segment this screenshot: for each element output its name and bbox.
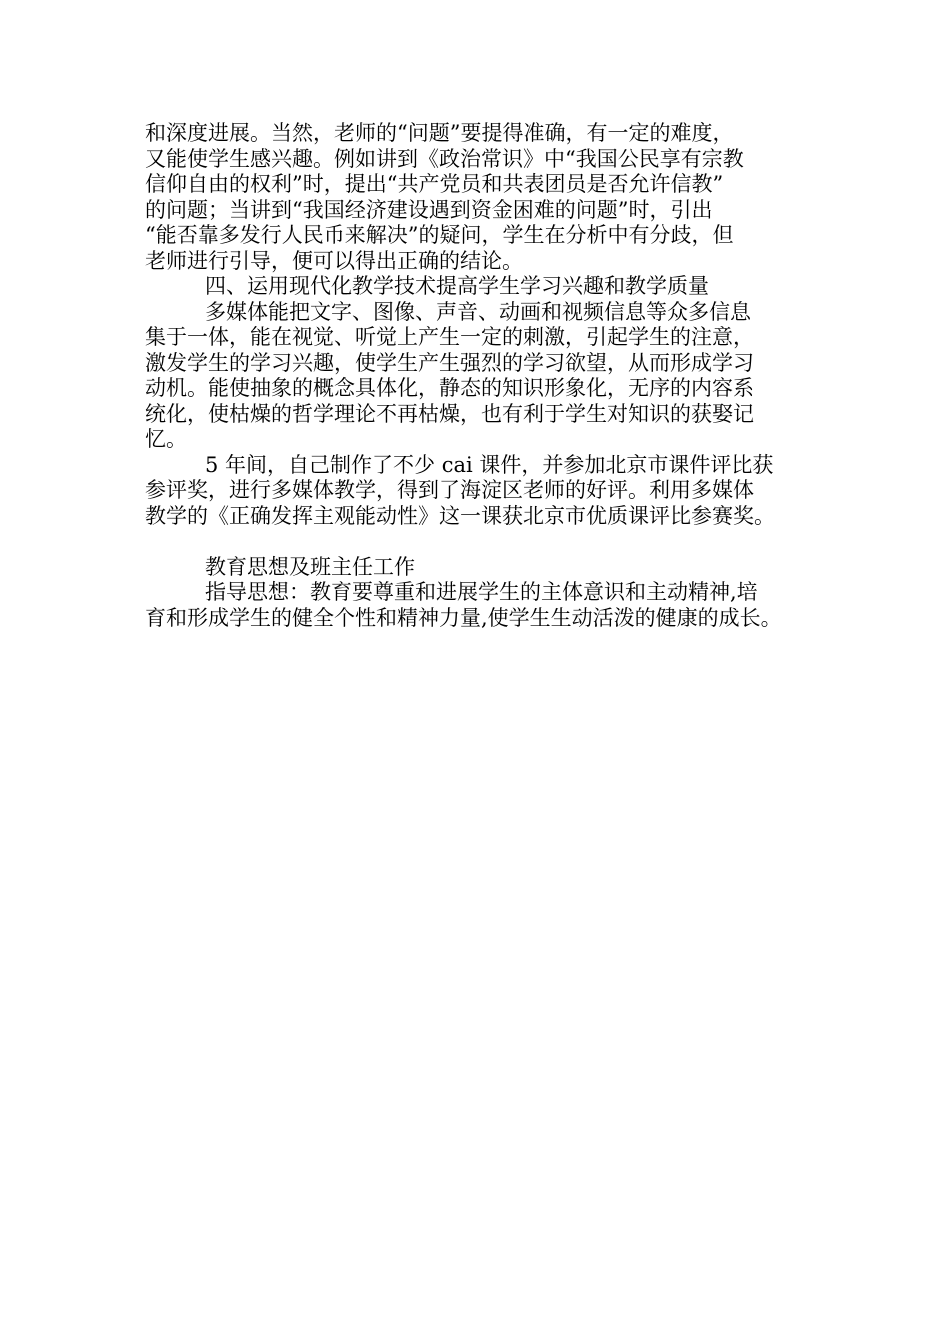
blank-line <box>145 529 825 555</box>
paragraph-line: 和深度进展。当然，老师的“问题”要提得准确，有一定的难度， <box>145 121 734 145</box>
paragraph-line: “能否靠多发行人民币来解决”的疑问，学生在分析中有分歧，但 <box>145 223 734 247</box>
section-heading: 四、运用现代化教学技术提高学生学习兴趣和教学质量 <box>205 274 709 298</box>
paragraph-line: 统化，使枯燥的哲学理论不再枯燥，也有利于学生对知识的获娶记 <box>145 401 754 426</box>
paragraph-line: 激发学生的学习兴趣，使学生产生强烈的学习欲望，从而形成学习 <box>145 350 754 375</box>
section-heading: 教育思想及班主任工作 <box>205 554 415 579</box>
paragraph-line: 动机。能使抽象的概念具体化，静态的知识形象化，无序的内容系 <box>145 376 754 400</box>
document-body <box>145 121 825 631</box>
paragraph-line: 的问题；当讲到“我国经济建设遇到资金困难的问题”时，引出 <box>145 197 713 222</box>
paragraph-line: 育和形成学生的健全个性和精神力量,使学生生动活泼的健康的成长。 <box>145 605 782 630</box>
paragraph-line: 多媒体能把文字、图像、声音、动画和视频信息等众多信息 <box>205 299 751 324</box>
paragraph-line: 集于一体，能在视觉、听觉上产生一定的刺激，引起学生的注意， <box>145 325 754 349</box>
paragraph-line: 指导思想：教育要尊重和进展学生的主体意识和主动精神,培 <box>205 580 758 604</box>
paragraph-line: 5 年间，自己制作了不少 cai 课件，并参加北京市课件评比获 <box>205 452 774 477</box>
paragraph-line: 信仰自由的权利”时，提出“共产党员和共表团员是否允许信教” <box>145 172 724 196</box>
paragraph-line: 老师进行引导，便可以得出正确的结论。 <box>145 248 523 273</box>
paragraph-line: 又能使学生感兴趣。例如讲到《政治常识》中“我国公民享有宗教 <box>145 146 744 171</box>
paragraph-line: 参评奖，进行多媒体教学，得到了海淀区老师的好评。利用多媒体 <box>145 478 754 502</box>
paragraph-line: 教学的《正确发挥主观能动性》这一课获北京市优质课评比参赛奖。 <box>145 503 775 528</box>
paragraph-line: 忆。 <box>145 427 187 451</box>
